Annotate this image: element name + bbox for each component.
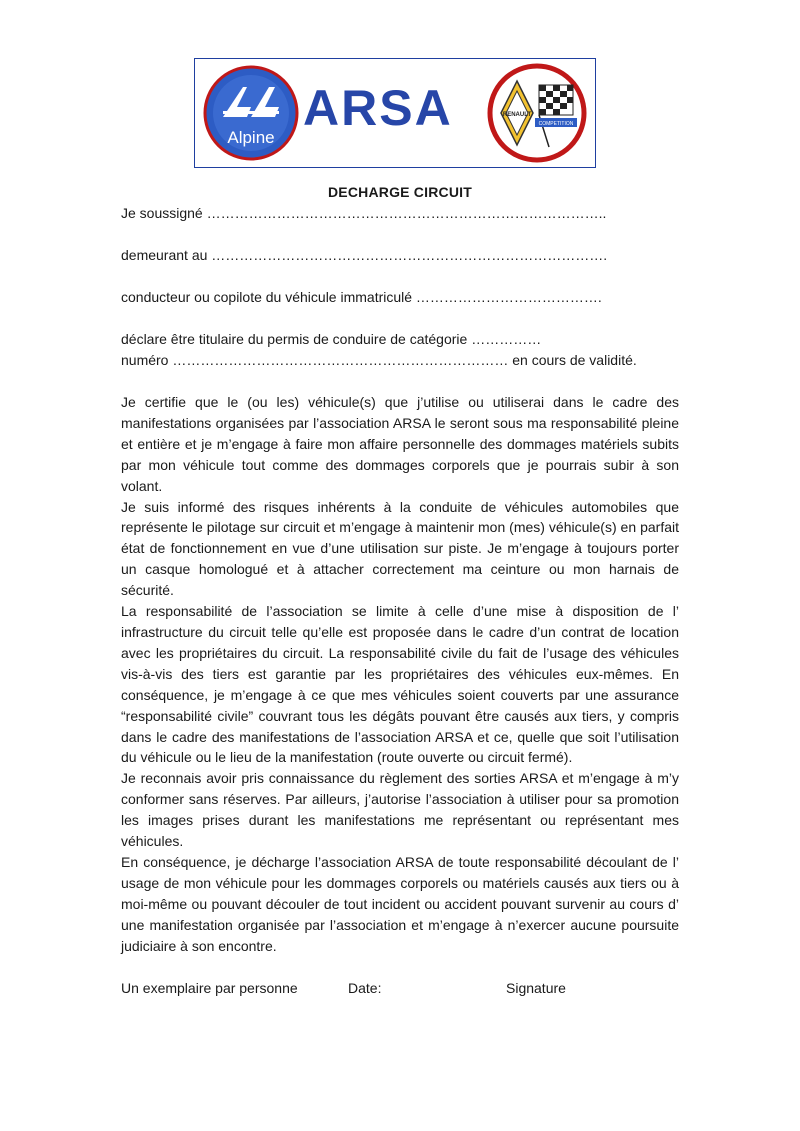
logo-banner (194, 58, 596, 168)
competition-text: COMPETITION (538, 121, 574, 127)
paragraph-certification: Je certifie que le (ou les) véhicule(s) que j’utilise ou utiliserai dans le cadre des manifestations organisées par l’association ARSA le seront sous ma responsabilité pleine et entière et je m’engage à faire mon affaire personnelle des dommages matériels subits par mon véhicule tout comme des dommages corporels que je pourrais subir à son volant. (121, 394, 679, 494)
alpine-logo-text: Alpine (227, 128, 275, 147)
paragraph-liability: La responsabilité de l’association se limite à celle d’une mise à disposition de l’ infrastructure du circuit telle qu’elle est proposée dans le cadre d’un contrat de location avec les propriétaires du circuit. La responsabilité civile du fait de l’usage des véhicules vis-à-vis des tiers est garantie par les propriétaires des véhicules eux-mêmes. En conséquence, je m’engage à ce que mes véhicules soient couverts par une assurance “responsabilité civile” couvrant tous les dégâts pouvant être causés aux tiers, y compris dans le cadre des manifestations de l’association ARSA et ce, quelle que soit l’utilisation du véhicule ou le lieu de la manifestation (route ouverte ou circuit fermé). (121, 603, 679, 766)
renault-competition-logo (487, 63, 587, 163)
footer-date: Date: (348, 980, 382, 996)
numero-field: numéro ……………………………………………………………… en cours de validité. (121, 352, 637, 368)
footer-signature: Signature (506, 980, 566, 996)
soussigne-field: Je soussigné ………………………………………………………………………….. (121, 205, 607, 221)
renault-logo-text: RENAULT (502, 112, 532, 118)
paragraph-risks: Je suis informé des risques inhérents à la conduite de véhicules automobiles que représente le pilotage sur circuit et m’engage à maintenir mon (mes) véhicule(s) en parfait état de fonctionnement en vue d’une utilisation sur piste. Je m’engage à toujours porter un casque homologué et à attacher correctement ma ceinture ou mon harnais de sécurité. (121, 498, 679, 599)
declaration-body (121, 392, 679, 956)
footer-exemplaire: Un exemplaire par personne (121, 980, 298, 996)
paragraph-rules: Je reconnais avoir pris connaissance du règlement des sorties ARSA et m’engage à m’y conformer sans réserves. Par ailleurs, j’autorise l’association à utiliser pour sa promotion les images prises durant les manifestations me représentant ou représentant mes véhicules. (121, 770, 679, 850)
paragraph-discharge: En conséquence, je décharge l’association ARSA de toute responsabilité découlant de l’ usage de mon véhicule pour les dommages corporels ou matériels causés aux tiers ou à moi-même ou pouvant découler de tout incident ou accident pouvant survenir au cours d’ une manifestation organisée par l’association et m’engage à n’exercer aucune poursuite judiciaire à son encontre. (121, 853, 679, 954)
declare-field: déclare être titulaire du permis de conduire de catégorie …………… (121, 331, 542, 347)
alpine-logo (203, 65, 299, 161)
document-title: DECHARGE CIRCUIT (328, 184, 472, 200)
demeurant-field: demeurant au …………………………………………………………………………. (121, 247, 608, 263)
conducteur-field: conducteur ou copilote du véhicule immatriculé …………………………………. (121, 289, 602, 305)
arsa-wordmark: ARSA (303, 80, 453, 136)
